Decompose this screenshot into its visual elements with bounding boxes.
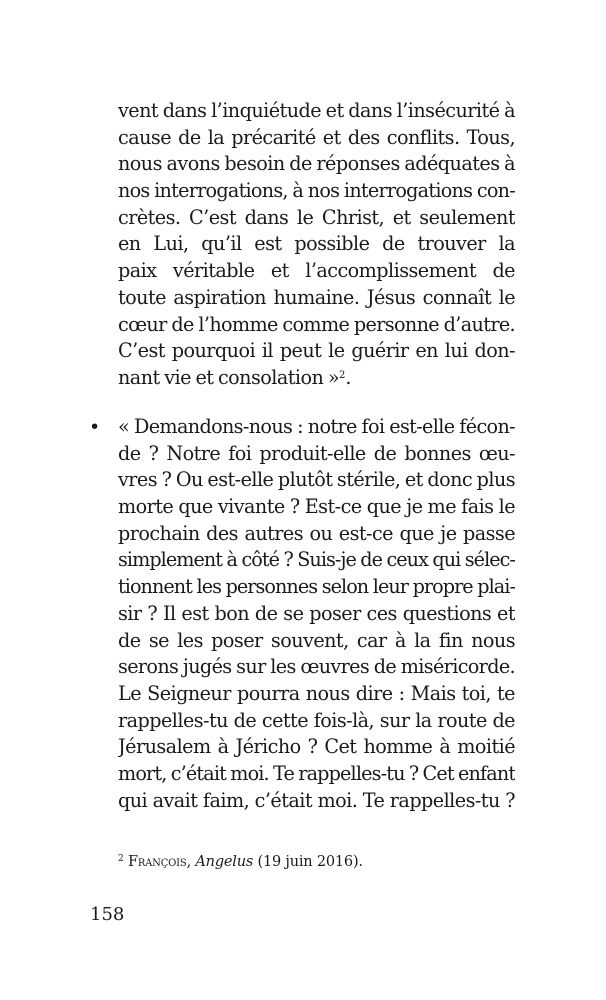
- text-line: qui avait faim, c’était moi. Te rappelles-tu ?: [118, 788, 515, 812]
- text-line: crètes. C’est dans le Christ, et seulement: [118, 205, 515, 229]
- text-line: paix véritable et l’accomplissement de: [118, 259, 515, 283]
- footnote-number: 2: [118, 854, 124, 864]
- text-line-content: nant vie et consolation »: [118, 365, 340, 389]
- page-number: 158: [90, 904, 125, 925]
- text-line: vres ? Ou est-elle plutôt stérile, et donc plus: [118, 468, 515, 492]
- line-end-punctuation: .: [345, 365, 351, 389]
- text-line: en Lui, qu’il est possible de trouver la: [118, 232, 515, 256]
- text-line: C’est pourquoi il peut le guérir en lui don-: [118, 339, 515, 363]
- text-line: toute aspiration humaine. Jésus connaît le: [118, 285, 515, 309]
- text-line: « Demandons-nous : notre foi est-elle fécon-: [118, 415, 515, 438]
- paragraph-continued: [118, 98, 515, 392]
- footnote: [118, 852, 363, 872]
- text-line: Jérusalem à Jéricho ? Cet homme à moitié: [118, 735, 515, 759]
- text-line: cause de la précarité et des conflits. Tous,: [118, 125, 515, 149]
- text-line: morte que vivante ? Est-ce que je me fais le: [118, 495, 515, 519]
- bullet-icon: •: [89, 416, 101, 438]
- text-line: rappelles-tu de cette fois-là, sur la route de: [118, 708, 515, 732]
- text-line: sir ? Il est bon de se poser ces questions et: [118, 601, 515, 625]
- text-line: vent dans l’inquiétude et dans l’insécurité à: [118, 99, 515, 122]
- text-line: Le Seigneur pourra nous dire : Mais toi, te: [118, 681, 515, 705]
- footnote-title: Angelus: [195, 854, 254, 870]
- text-line: de ? Notre foi produit-elle de bonnes œu-: [118, 441, 515, 465]
- text-line: de se les poser souvent, car à la fin nous: [118, 628, 515, 652]
- text-line: mort, c’était moi. Te rappelles-tu ? Cet enfant: [118, 761, 515, 785]
- bullet-paragraph: [118, 414, 515, 814]
- text-line-last: [118, 365, 515, 392]
- footnote-separator: ,: [186, 854, 196, 870]
- text-line: nous avons besoin de réponses adéquates à: [118, 152, 515, 176]
- footnote-date: (19 juin 2016).: [253, 854, 363, 870]
- text-line: prochain des autres ou est-ce que je passe: [118, 521, 515, 545]
- text-line: simplement à côté ? Suis-je de ceux qui sélec-: [118, 548, 515, 572]
- text-line: nos interrogations, à nos interrogations con-: [118, 179, 515, 203]
- text-line: tionnent les personnes selon leur propre plai-: [118, 575, 515, 599]
- text-line: cœur de l’homme comme personne d’autre.: [118, 312, 515, 336]
- footnote-author: François: [127, 854, 187, 870]
- text-line: serons jugés sur les œuvres de miséricorde.: [118, 655, 515, 679]
- footnote-reference[interactable]: 2: [339, 369, 346, 381]
